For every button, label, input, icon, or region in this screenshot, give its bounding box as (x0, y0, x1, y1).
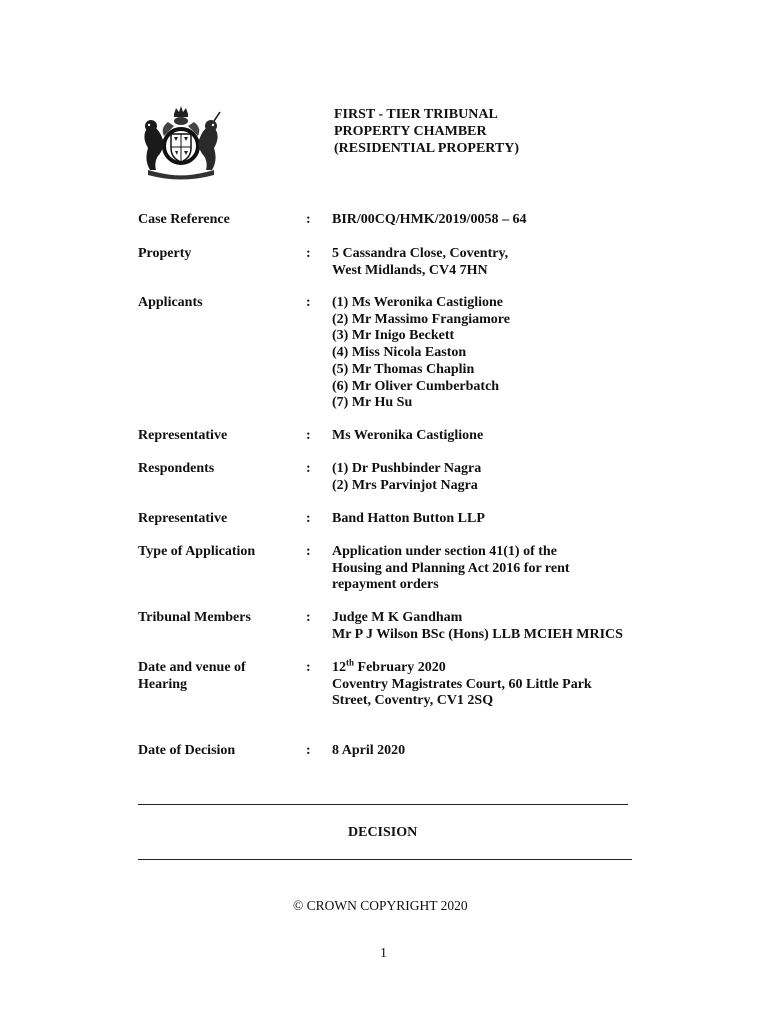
tribunal-member: Judge M K Gandham (332, 610, 463, 625)
colon: : (306, 544, 311, 559)
header-line-1: FIRST - TIER TRIBUNAL (334, 107, 498, 122)
applicant-item: (3) Mr Inigo Beckett (332, 328, 455, 344)
divider-bottom (138, 859, 632, 860)
colon: : (306, 743, 311, 758)
applicant-item: (5) Mr Thomas Chaplin (332, 361, 475, 377)
colon: : (306, 511, 311, 526)
date-of-decision-label: Date of Decision (138, 743, 236, 758)
type-of-application-value (332, 544, 678, 594)
property-line: 5 Cassandra Close, Coventry, (332, 246, 509, 261)
type-of-application-label: Type of Application (138, 544, 256, 559)
representative-value: Ms Weronika Castiglione (332, 428, 484, 443)
colon: : (306, 246, 311, 261)
colon: : (306, 610, 311, 625)
hearing-label (138, 660, 298, 693)
application-line: Application under section 41(1) of the (332, 544, 557, 559)
hearing-label-line: Date and venue of (138, 660, 246, 675)
date-of-decision-value: 8 April 2020 (332, 743, 406, 758)
applicant-item: (7) Mr Hu Su (332, 395, 413, 411)
case-reference-value: BIR/00CQ/HMK/2019/0058 – 64 (332, 212, 527, 227)
header-line-3: (RESIDENTIAL PROPERTY) (334, 141, 520, 156)
colon: : (306, 295, 311, 310)
applicant-item: (2) Mr Massimo Frangiamore (332, 311, 510, 327)
tribunal-members-list (332, 610, 678, 643)
representative-label: Representative (138, 511, 228, 526)
page-number: 1 (380, 946, 387, 961)
hearing-venue-line: Coventry Magistrates Court, 60 Little Park (332, 676, 592, 692)
representative-value: Band Hatton Button LLP (332, 511, 485, 526)
property-label: Property (138, 246, 192, 261)
applicant-item: (4) Miss Nicola Easton (332, 345, 467, 361)
tribunal-member: Mr P J Wilson BSc (Hons) LLB MCIEH MRICS (332, 626, 623, 642)
royal-coat-of-arms-icon (138, 104, 224, 184)
application-line: repayment orders (332, 577, 439, 593)
applicants-list (332, 295, 678, 412)
hearing-label-line: Hearing (138, 676, 187, 692)
case-reference-label: Case Reference (138, 212, 230, 227)
colon: : (306, 428, 311, 443)
colon: : (306, 461, 311, 476)
tribunal-members-label: Tribunal Members (138, 610, 251, 625)
colon: : (306, 660, 311, 675)
tribunal-header (334, 106, 519, 157)
respondent-item: (1) Dr Pushbinder Nagra (332, 461, 482, 476)
hearing-date (332, 657, 678, 677)
property-value (332, 246, 678, 279)
applicant-item: (1) Ms Weronika Castiglione (332, 295, 503, 310)
hearing-date-day: 12 (332, 660, 346, 675)
decision-heading: DECISION (348, 825, 418, 840)
representative-label: Representative (138, 428, 228, 443)
applicants-label: Applicants (138, 295, 203, 310)
hearing-date-rest: February 2020 (354, 660, 446, 675)
divider-top (138, 804, 628, 805)
applicant-item: (6) Mr Oliver Cumberbatch (332, 378, 500, 394)
hearing-date-suffix: th (346, 657, 355, 668)
hearing-value (332, 657, 678, 710)
respondents-label: Respondents (138, 461, 215, 476)
header-line-2: PROPERTY CHAMBER (334, 124, 487, 139)
respondent-item: (2) Mrs Parvinjot Nagra (332, 477, 478, 493)
application-line: Housing and Planning Act 2016 for rent (332, 560, 570, 576)
colon: : (306, 212, 311, 227)
crown-copyright: © CROWN COPYRIGHT 2020 (293, 898, 468, 913)
property-line: West Midlands, CV4 7HN (332, 262, 488, 278)
hearing-venue-line: Street, Coventry, CV1 2SQ (332, 693, 494, 709)
respondents-list (332, 461, 678, 494)
